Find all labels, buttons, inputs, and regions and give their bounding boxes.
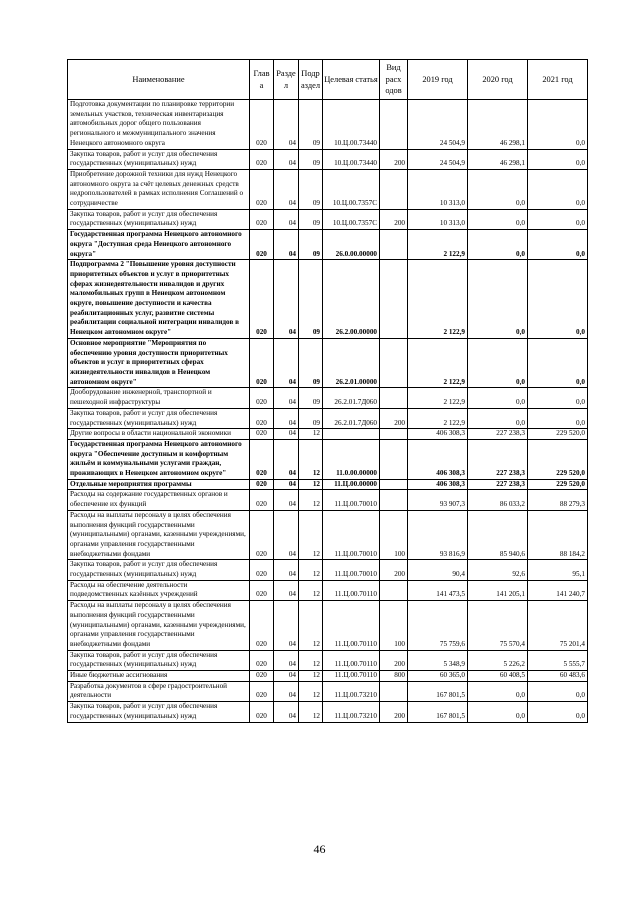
cell-y2019: 75 759,6 — [408, 601, 468, 651]
table-row — [68, 702, 588, 722]
cell-y2020: 0,0 — [468, 230, 528, 260]
cell-y2020: 60 408,5 — [468, 671, 528, 682]
cell-y2019: 167 801,5 — [408, 681, 468, 701]
cell-vid: 100 — [380, 601, 408, 651]
cell-y2019: 141 473,5 — [408, 580, 468, 600]
table-row — [68, 100, 588, 150]
cell-target: 11.Ц.00.70010 — [323, 490, 380, 510]
cell-razdel: 04 — [274, 408, 299, 428]
cell-y2019: 406 308,3 — [408, 429, 468, 440]
cell-name: Иные бюджетные ассигнования — [68, 671, 250, 682]
cell-vid: 200 — [380, 209, 408, 229]
cell-y2019: 167 801,5 — [408, 702, 468, 722]
cell-y2020: 0,0 — [468, 702, 528, 722]
cell-y2019: 2 122,9 — [408, 388, 468, 408]
cell-glava: 020 — [250, 702, 274, 722]
cell-vid — [380, 260, 408, 339]
cell-y2020: 85 940,6 — [468, 510, 528, 560]
cell-vid: 200 — [380, 650, 408, 670]
cell-vid — [380, 230, 408, 260]
cell-y2021: 0,0 — [528, 260, 588, 339]
cell-vid — [380, 429, 408, 440]
cell-vid — [380, 479, 408, 490]
cell-glava: 020 — [250, 580, 274, 600]
cell-name: Закупка товаров, работ и услуг для обеспечения государственных (муниципальных) нужд — [68, 560, 250, 580]
cell-name: Разработка документов в сфере градостроительной деятельности — [68, 681, 250, 701]
cell-y2021: 0,0 — [528, 702, 588, 722]
cell-y2021: 0,0 — [528, 681, 588, 701]
cell-podrazdel: 12 — [299, 702, 323, 722]
cell-y2019: 93 816,9 — [408, 510, 468, 560]
cell-target: 26.2.01.00000 — [323, 338, 380, 388]
cell-vid — [380, 388, 408, 408]
cell-y2021: 0,0 — [528, 230, 588, 260]
cell-razdel: 04 — [274, 100, 299, 150]
cell-name: Расходы на обеспечение деятельности подведомственных казённых учреждений — [68, 580, 250, 600]
table-row — [68, 510, 588, 560]
cell-y2019: 2 122,9 — [408, 260, 468, 339]
cell-y2020: 227 238,3 — [468, 479, 528, 490]
cell-y2019: 2 122,9 — [408, 230, 468, 260]
cell-y2020: 141 205,1 — [468, 580, 528, 600]
cell-razdel: 04 — [274, 671, 299, 682]
table-row — [68, 149, 588, 169]
cell-razdel: 04 — [274, 479, 299, 490]
cell-target: 11.0.00.00000 — [323, 439, 380, 479]
cell-name: Государственная программа Ненецкого автономного округа "Обеспечение доступным и комфортным жильём и коммунальными услугами граждан, проживающих в Ненецком автономном округе" — [68, 439, 250, 479]
cell-vid — [380, 681, 408, 701]
cell-vid: 100 — [380, 510, 408, 560]
cell-glava: 020 — [250, 601, 274, 651]
cell-vid — [380, 100, 408, 150]
cell-target: 11.Ц.00.70110 — [323, 580, 380, 600]
table-row — [68, 681, 588, 701]
cell-target: 10.Ц.00.7357С — [323, 169, 380, 209]
cell-target: 11.Ц.00.70110 — [323, 671, 380, 682]
cell-razdel: 04 — [274, 490, 299, 510]
cell-target — [323, 429, 380, 440]
cell-glava: 020 — [250, 490, 274, 510]
header-podrazdel: Подр аздел — [299, 60, 323, 100]
cell-target: 11.Ц.00.70010 — [323, 560, 380, 580]
cell-glava: 020 — [250, 510, 274, 560]
table-row — [68, 429, 588, 440]
cell-y2019: 60 365,0 — [408, 671, 468, 682]
cell-glava: 020 — [250, 260, 274, 339]
cell-name: Закупка товаров, работ и услуг для обеспечения государственных (муниципальных) нужд — [68, 408, 250, 428]
cell-y2021: 88 184,2 — [528, 510, 588, 560]
cell-y2019: 24 504,9 — [408, 100, 468, 150]
cell-target: 10.Ц.00.7357С — [323, 209, 380, 229]
cell-vid: 200 — [380, 149, 408, 169]
cell-glava: 020 — [250, 209, 274, 229]
cell-glava: 020 — [250, 429, 274, 440]
cell-podrazdel: 09 — [299, 149, 323, 169]
cell-podrazdel: 12 — [299, 601, 323, 651]
cell-glava: 020 — [250, 408, 274, 428]
cell-y2021: 0,0 — [528, 100, 588, 150]
cell-target: 11.Ц.00.70010 — [323, 510, 380, 560]
cell-y2020: 0,0 — [468, 338, 528, 388]
cell-target: 11.Ц.00.73210 — [323, 681, 380, 701]
cell-name: Государственная программа Ненецкого автономного округа "Доступная среда Ненецкого автономного округа" — [68, 230, 250, 260]
cell-y2021: 5 555,7 — [528, 650, 588, 670]
cell-razdel: 04 — [274, 650, 299, 670]
cell-target: 26.2.01.7Д060 — [323, 388, 380, 408]
cell-y2020: 227 238,3 — [468, 429, 528, 440]
cell-y2021: 60 483,6 — [528, 671, 588, 682]
table-header-row — [68, 60, 588, 100]
cell-y2021: 141 240,7 — [528, 580, 588, 600]
cell-name: Закупка товаров, работ и услуг для обеспечения государственных (муниципальных) нужд — [68, 650, 250, 670]
cell-glava: 020 — [250, 671, 274, 682]
table-row — [68, 580, 588, 600]
cell-podrazdel: 09 — [299, 169, 323, 209]
cell-y2021: 88 279,3 — [528, 490, 588, 510]
cell-vid — [380, 169, 408, 209]
cell-y2020: 0,0 — [468, 681, 528, 701]
cell-glava: 020 — [250, 650, 274, 670]
cell-razdel: 04 — [274, 580, 299, 600]
cell-podrazdel: 09 — [299, 388, 323, 408]
cell-y2019: 2 122,9 — [408, 408, 468, 428]
cell-glava: 020 — [250, 100, 274, 150]
cell-y2020: 0,0 — [468, 209, 528, 229]
budget-table — [67, 59, 588, 723]
cell-y2019: 406 308,3 — [408, 439, 468, 479]
cell-podrazdel: 09 — [299, 209, 323, 229]
cell-name: Расходы на выплаты персоналу в целях обеспечения выполнения функций государственными (муниципальными) органами, казенными учреждениями, органами управления государственными внебюджетными фондами — [68, 510, 250, 560]
cell-y2021: 0,0 — [528, 408, 588, 428]
cell-podrazdel: 09 — [299, 408, 323, 428]
cell-razdel: 04 — [274, 169, 299, 209]
cell-y2019: 10 313,0 — [408, 209, 468, 229]
cell-glava: 020 — [250, 681, 274, 701]
table-row — [68, 490, 588, 510]
cell-vid — [380, 580, 408, 600]
cell-podrazdel: 12 — [299, 671, 323, 682]
cell-name: Расходы на выплаты персоналу в целях обеспечения выполнения функций государственными (муниципальными) органами, казенными учреждениями, органами управления государственными внебюджетными фондами — [68, 601, 250, 651]
cell-razdel: 04 — [274, 601, 299, 651]
cell-y2021: 229 520,0 — [528, 439, 588, 479]
table-row — [68, 209, 588, 229]
cell-target: 11.Ц.00.00000 — [323, 479, 380, 490]
table-row — [68, 388, 588, 408]
cell-y2020: 75 570,4 — [468, 601, 528, 651]
table-row — [68, 408, 588, 428]
cell-vid — [380, 338, 408, 388]
cell-podrazdel: 09 — [299, 100, 323, 150]
cell-y2019: 406 308,3 — [408, 479, 468, 490]
cell-y2019: 10 313,0 — [408, 169, 468, 209]
cell-y2019: 24 504,9 — [408, 149, 468, 169]
page-number: 46 — [313, 842, 326, 856]
cell-y2020: 86 033,2 — [468, 490, 528, 510]
cell-glava: 020 — [250, 149, 274, 169]
cell-glava: 020 — [250, 230, 274, 260]
cell-y2020: 0,0 — [468, 260, 528, 339]
cell-y2020: 0,0 — [468, 408, 528, 428]
cell-podrazdel: 09 — [299, 338, 323, 388]
table-row — [68, 439, 588, 479]
cell-glava: 020 — [250, 439, 274, 479]
cell-y2021: 0,0 — [528, 388, 588, 408]
cell-podrazdel: 12 — [299, 439, 323, 479]
cell-name: Другие вопросы в области национальной экономики — [68, 429, 250, 440]
cell-y2021: 229 520,0 — [528, 479, 588, 490]
cell-y2021: 229 520,0 — [528, 429, 588, 440]
cell-glava: 020 — [250, 388, 274, 408]
cell-vid: 800 — [380, 671, 408, 682]
cell-target: 10.Ц.00.73440 — [323, 100, 380, 150]
cell-y2019: 93 907,3 — [408, 490, 468, 510]
cell-razdel: 04 — [274, 260, 299, 339]
cell-target: 26.0.00.00000 — [323, 230, 380, 260]
cell-razdel: 04 — [274, 429, 299, 440]
cell-podrazdel: 09 — [299, 230, 323, 260]
cell-name: Дооборудование инженерной, транспортной и пешеходной инфраструктуры — [68, 388, 250, 408]
cell-glava: 020 — [250, 479, 274, 490]
cell-y2021: 95,1 — [528, 560, 588, 580]
table-row — [68, 479, 588, 490]
table-row — [68, 601, 588, 651]
header-glava: Глав а — [250, 60, 274, 100]
cell-name: Отдельные мероприятия программы — [68, 479, 250, 490]
cell-y2020: 46 298,1 — [468, 149, 528, 169]
header-razdel: Разде л — [274, 60, 299, 100]
cell-podrazdel: 09 — [299, 260, 323, 339]
cell-target: 10.Ц.00.73440 — [323, 149, 380, 169]
table-row — [68, 671, 588, 682]
cell-razdel: 04 — [274, 388, 299, 408]
cell-vid — [380, 490, 408, 510]
cell-name: Расходы на содержание государственных органов и обеспечение их функций — [68, 490, 250, 510]
table-row — [68, 230, 588, 260]
cell-podrazdel: 12 — [299, 650, 323, 670]
table-row — [68, 560, 588, 580]
cell-y2020: 46 298,1 — [468, 100, 528, 150]
cell-y2019: 90,4 — [408, 560, 468, 580]
cell-razdel: 04 — [274, 209, 299, 229]
cell-y2021: 75 201,4 — [528, 601, 588, 651]
cell-name: Основное мероприятие "Мероприятия по обеспечению уровня доступности приоритетных объектов и услуг в приоритетных сферах жизнедеятельности инвалидов в Ненецком автономном округе" — [68, 338, 250, 388]
cell-target: 11.Ц.00.73210 — [323, 702, 380, 722]
header-2019: 2019 год — [408, 60, 468, 100]
cell-name: Подготовка документации по планировке территории земельных участков, техническая инвентаризация автомобильных дорог общего пользования регионального и межмуниципального значения Ненецкого автономного округа — [68, 100, 250, 150]
cell-razdel: 04 — [274, 560, 299, 580]
cell-podrazdel: 12 — [299, 490, 323, 510]
cell-y2020: 92,6 — [468, 560, 528, 580]
cell-razdel: 04 — [274, 681, 299, 701]
cell-glava: 020 — [250, 560, 274, 580]
cell-podrazdel: 12 — [299, 560, 323, 580]
header-2021: 2021 год — [528, 60, 588, 100]
cell-vid — [380, 439, 408, 479]
cell-name: Закупка товаров, работ и услуг для обеспечения государственных (муниципальных) нужд — [68, 702, 250, 722]
cell-name: Закупка товаров, работ и услуг для обеспечения государственных (муниципальных) нужд — [68, 209, 250, 229]
cell-y2021: 0,0 — [528, 209, 588, 229]
cell-vid: 200 — [380, 702, 408, 722]
table-row — [68, 169, 588, 209]
cell-y2019: 2 122,9 — [408, 338, 468, 388]
cell-glava: 020 — [250, 338, 274, 388]
cell-target: 26.2.00.00000 — [323, 260, 380, 339]
cell-podrazdel: 12 — [299, 510, 323, 560]
cell-podrazdel: 12 — [299, 681, 323, 701]
cell-target: 11.Ц.00.70110 — [323, 601, 380, 651]
header-target: Целевая статья — [323, 60, 380, 100]
cell-podrazdel: 12 — [299, 479, 323, 490]
cell-y2021: 0,0 — [528, 169, 588, 209]
cell-razdel: 04 — [274, 439, 299, 479]
cell-target: 26.2.01.7Д060 — [323, 408, 380, 428]
table-row — [68, 338, 588, 388]
cell-razdel: 04 — [274, 702, 299, 722]
table-row — [68, 650, 588, 670]
cell-y2019: 5 348,9 — [408, 650, 468, 670]
cell-glava: 020 — [250, 169, 274, 209]
cell-y2020: 5 226,2 — [468, 650, 528, 670]
cell-y2021: 0,0 — [528, 149, 588, 169]
cell-target: 11.Ц.00.70110 — [323, 650, 380, 670]
cell-razdel: 04 — [274, 510, 299, 560]
cell-podrazdel: 12 — [299, 580, 323, 600]
cell-y2020: 0,0 — [468, 169, 528, 209]
cell-razdel: 04 — [274, 338, 299, 388]
cell-razdel: 04 — [274, 149, 299, 169]
cell-vid: 200 — [380, 408, 408, 428]
header-name: Наименование — [68, 60, 250, 100]
cell-y2020: 227 238,3 — [468, 439, 528, 479]
cell-podrazdel: 12 — [299, 429, 323, 440]
table-row — [68, 260, 588, 339]
cell-razdel: 04 — [274, 230, 299, 260]
cell-vid: 200 — [380, 560, 408, 580]
cell-name: Закупка товаров, работ и услуг для обеспечения государственных (муниципальных) нужд — [68, 149, 250, 169]
header-2020: 2020 год — [468, 60, 528, 100]
cell-name: Приобретение дорожной техники для нужд Ненецкого автономного округа за счёт целевых денежных средств недропользователей в рамках исполнения Соглашений о сотрудничестве — [68, 169, 250, 209]
cell-name: Подпрограмма 2 "Повышение уровня доступности приоритетных объектов и услуг в приоритетных сферах жизнедеятельности инвалидов и других маломобильных групп в Ненецком автономном округе, повышение доступности и качества реабилитационных услуг, развитие системы реабилитации социальной интеграции инвалидов в Ненецком автономном округе" — [68, 260, 250, 339]
cell-y2021: 0,0 — [528, 338, 588, 388]
cell-y2020: 0,0 — [468, 388, 528, 408]
header-vid: Вид расх одов — [380, 60, 408, 100]
